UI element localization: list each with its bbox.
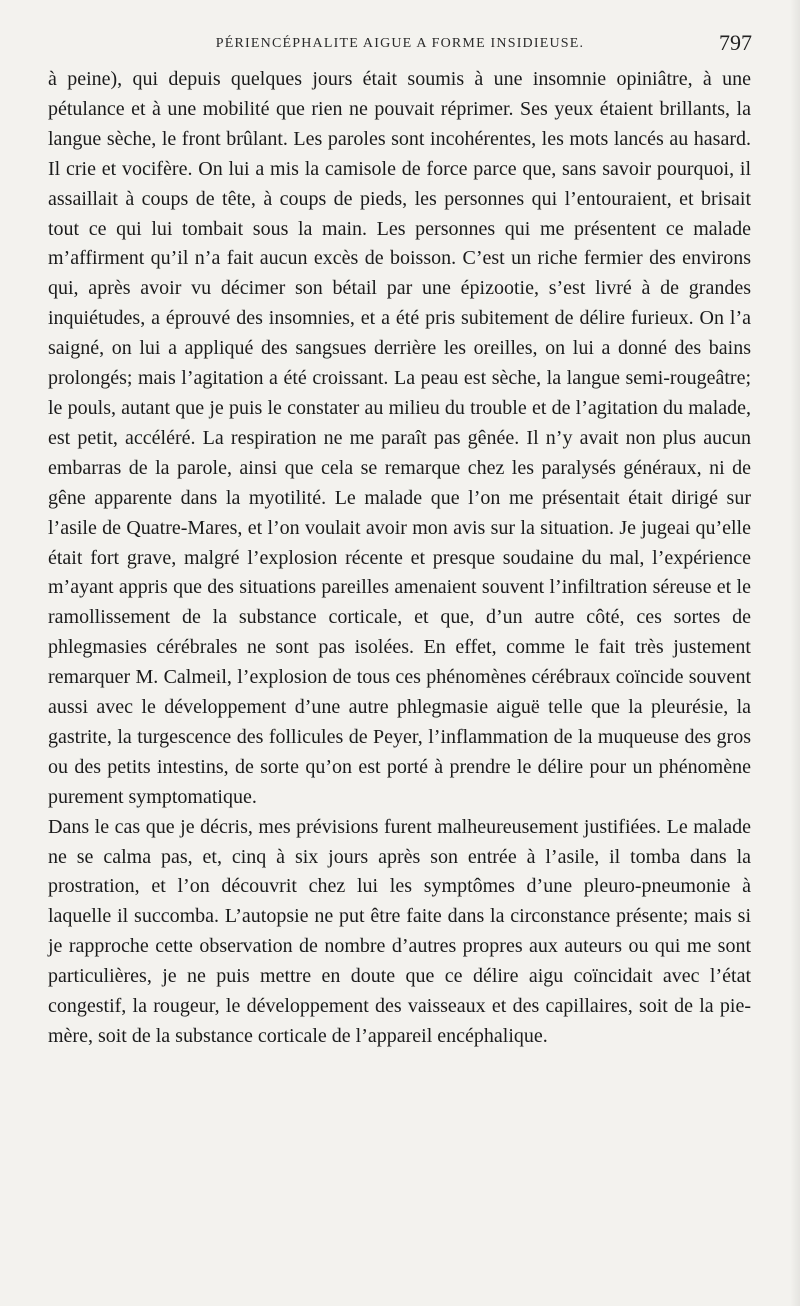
page-number: 797 <box>719 30 752 55</box>
running-title: PÉRIENCÉPHALITE AIGUE A FORME INSIDIEUSE. <box>215 36 585 51</box>
paragraph-2: Dans le cas que je décris, mes prévisions furent malheureusement justifiées. Le malade ne se calma pas, et, cinq à six jours après son entrée à l’asile, il tomba dans la prostration, et l’on découvrit chez lui les symptômes d’une pleuro-pneumonie à laquelle il succomba. L’autopsie ne put être faite dans la circonstance présente; mais si je rapproche cette observation de nombre d’autres propres aux auteurs ou qui me sont particulières, je ne puis mettre en doute que ce délire aigu coïncidait avec l’état congestif, la rougeur, le développement des vaisseaux et des capillaires, soit de la pie-mère, soit de la substance corticale de l’appareil encéphalique. <box>48 815 751 1047</box>
paragraph-1: à peine), qui depuis quelques jours était soumis à une insomnie opiniâtre, à une pétulance et à une mobilité que rien ne pouvait réprimer. Ses yeux étaient brillants, la langue sèche, le front brûlant. Les paroles sont incohérentes, les mots lancés au hasard. Il crie et vocifère. On lui a mis la camisole de force parce que, sans savoir pourquoi, il assaillait à coups de tête, à coups de pieds, les personnes qui l’entouraient, et brisait tout ce qui lui tombait sous la main. Les personnes qui me présentent ce malade m’affirment qu’il n’a fait aucun excès de boisson. C’est un riche fermier des environs qui, après avoir vu décimer son bétail par une épizootie, s’est livré à de grandes inquiétudes, a éprouvé des insomnies, et a été pris subitement de délire furieux. On l’a saigné, on lui a appliqué des sangsues derrière les oreilles, on lui a donné des bains prolongés; mais l’agitation a été croissant. La peau est sèche, la langue semi-rougeâtre; le pouls, autant que je puis le constater au milieu du trouble et de l’agitation du malade, est petit, accéléré. La respiration ne me paraît pas gênée. Il n’y avait non plus aucun embarras de la parole, ainsi que cela se remarque chez les paralysés généraux, ni de gêne apparente dans la myotilité. Le malade que l’on me présentait était dirigé sur l’asile de Quatre-Mares, et l’on voulait avoir mon avis sur la situation. Je jugeai qu’elle était fort grave, malgré l’explosion récente et presque soudaine du mal, l’expérience m’ayant appris que des situations pareilles amenaient souvent l’infiltration séreuse et le ramollissement de la substance corticale, et que, d’un autre côté, ces sortes de phlegmasies cérébrales ne sont pas isolées. En effet, comme le fait très justement remarquer M. Calmeil, l’explosion de tous ces phénomènes cérébraux coïncide souvent aussi avec le développement d’une autre phlegmasie aiguë telle que la pleurésie, la gastrite, la turgescence des follicules de Peyer, l’inflammation de la muqueuse des gros ou des petits intestins, de sorte qu’on est porté à prendre le délire pour un phénomène purement symptomatique. <box>48 68 751 808</box>
page-edge-shadow <box>790 0 800 1306</box>
page-header <box>48 30 752 60</box>
body-text <box>48 65 751 1052</box>
